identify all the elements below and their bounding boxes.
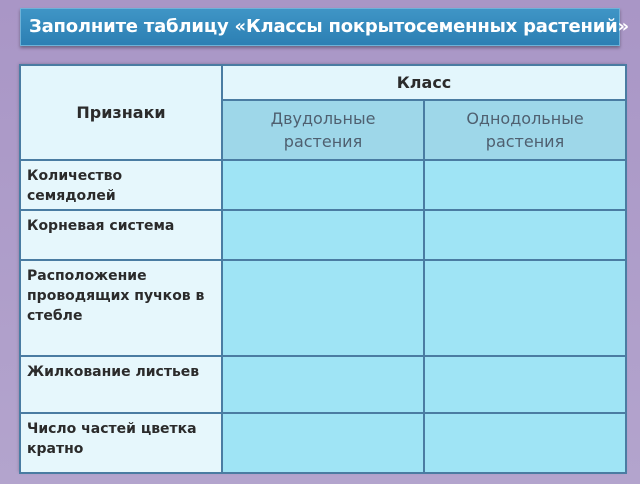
row-label-cotyledons: [20, 160, 222, 210]
cell-monocots-flower-parts[interactable]: [424, 413, 626, 473]
class-header-label: Класс: [396, 73, 452, 92]
row-label-line: Число частей цветка: [27, 421, 197, 437]
slide-title: Заполните таблицу «Классы покрытосеменных растений»: [29, 16, 629, 37]
row-label-line: стебле: [27, 308, 83, 324]
cell-monocots-root-system[interactable]: [424, 210, 626, 260]
row-label-text: [21, 261, 221, 326]
cell-dicots-leaf-venation[interactable]: [222, 356, 424, 413]
row-label-flower-parts: [20, 413, 222, 473]
row-label-text: [21, 414, 221, 459]
row-label-line: Расположение: [27, 268, 147, 284]
monocots-header-cell: [424, 100, 626, 160]
table-container: [19, 64, 625, 472]
cell-dicots-vascular-bundles[interactable]: [222, 260, 424, 356]
classes-table: [19, 64, 627, 474]
features-header-cell: [20, 65, 222, 160]
row-label-line: проводящих пучков в: [27, 288, 205, 304]
cell-dicots-flower-parts[interactable]: [222, 413, 424, 473]
cell-dicots-root-system[interactable]: [222, 210, 424, 260]
cell-monocots-leaf-venation[interactable]: [424, 356, 626, 413]
class-header-cell: [222, 65, 626, 100]
row-label-text: Количество семядолей: [27, 168, 123, 204]
monocots-label-line2: растения: [485, 132, 565, 151]
row-label-text: Жилкование листьев: [27, 364, 200, 380]
monocots-label-line1: Однодольные: [466, 109, 584, 128]
row-label-vascular-bundles: [20, 260, 222, 356]
header-row-class: [20, 65, 626, 100]
row-label-leaf-venation: [20, 356, 222, 413]
table-row: [20, 413, 626, 473]
cell-monocots-vascular-bundles[interactable]: [424, 260, 626, 356]
features-header-label: Признаки: [76, 103, 166, 122]
cell-dicots-cotyledons[interactable]: [222, 160, 424, 210]
row-label-line: кратно: [27, 441, 84, 457]
dicots-label-line1: Двудольные: [270, 109, 376, 128]
table-row: [20, 210, 626, 260]
title-bar: [20, 8, 629, 46]
table-row: [20, 260, 626, 356]
row-label-root-system: [20, 210, 222, 260]
dicots-header-cell: [222, 100, 424, 160]
cell-monocots-cotyledons[interactable]: [424, 160, 626, 210]
table-row: [20, 160, 626, 210]
row-label-text: Корневая система: [27, 218, 175, 234]
dicots-label-line2: растения: [283, 132, 363, 151]
table-row: [20, 356, 626, 413]
